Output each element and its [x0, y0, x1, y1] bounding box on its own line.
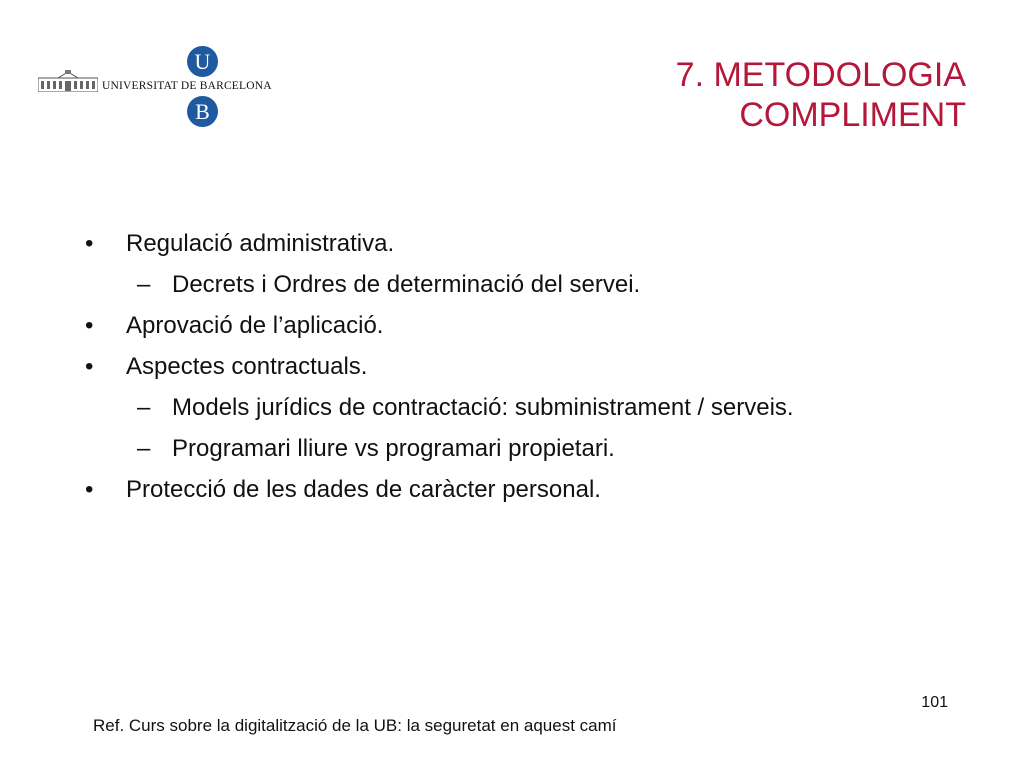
- sub-bullet-text: Decrets i Ordres de determinació del servei.: [172, 271, 641, 298]
- dash-marker: –: [137, 394, 151, 421]
- sub-bullet-item: [0, 264, 1024, 305]
- university-name: UNIVERSITAT DE BARCELONA: [102, 80, 272, 92]
- bullet-text: Regulació administrativa.: [126, 230, 395, 257]
- dash-marker: –: [137, 271, 151, 298]
- bullet-text: Aprovació de l’aplicació.: [126, 312, 384, 339]
- bullet-marker: •: [85, 230, 94, 257]
- slide-title: [676, 55, 966, 135]
- sub-bullet-item: [0, 387, 1024, 428]
- bullet-marker: •: [85, 312, 94, 339]
- slide-title-line1: 7. METODOLOGIA: [675, 56, 966, 94]
- sub-bullet-text: Programari lliure vs programari propietari.: [172, 435, 615, 462]
- logo-b-circle: B: [187, 96, 218, 127]
- slide-title-line2: COMPLIMENT: [739, 96, 966, 134]
- logo-u-circle: U: [187, 46, 218, 77]
- bullet-list: [0, 223, 1024, 510]
- sub-bullet-text: Models jurídics de contractació: subministrament / serveis.: [172, 394, 794, 421]
- university-building-icon: [38, 70, 98, 92]
- bullet-item: [0, 469, 1024, 510]
- bullet-text: Aspectes contractuals.: [126, 353, 368, 380]
- university-logo: [38, 44, 278, 132]
- sub-bullet-item: [0, 428, 1024, 469]
- bullet-marker: •: [85, 353, 94, 380]
- bullet-item: [0, 305, 1024, 346]
- bullet-marker: •: [85, 476, 94, 503]
- bullet-text: Protecció de les dades de caràcter personal.: [126, 476, 601, 503]
- bullet-item: [0, 223, 1024, 264]
- page-number: 101: [921, 694, 948, 711]
- reference-note: Ref. Curs sobre la digitalització de la UB: la seguretat en aquest camí: [93, 716, 617, 735]
- dash-marker: –: [137, 435, 151, 462]
- bullet-item: [0, 346, 1024, 387]
